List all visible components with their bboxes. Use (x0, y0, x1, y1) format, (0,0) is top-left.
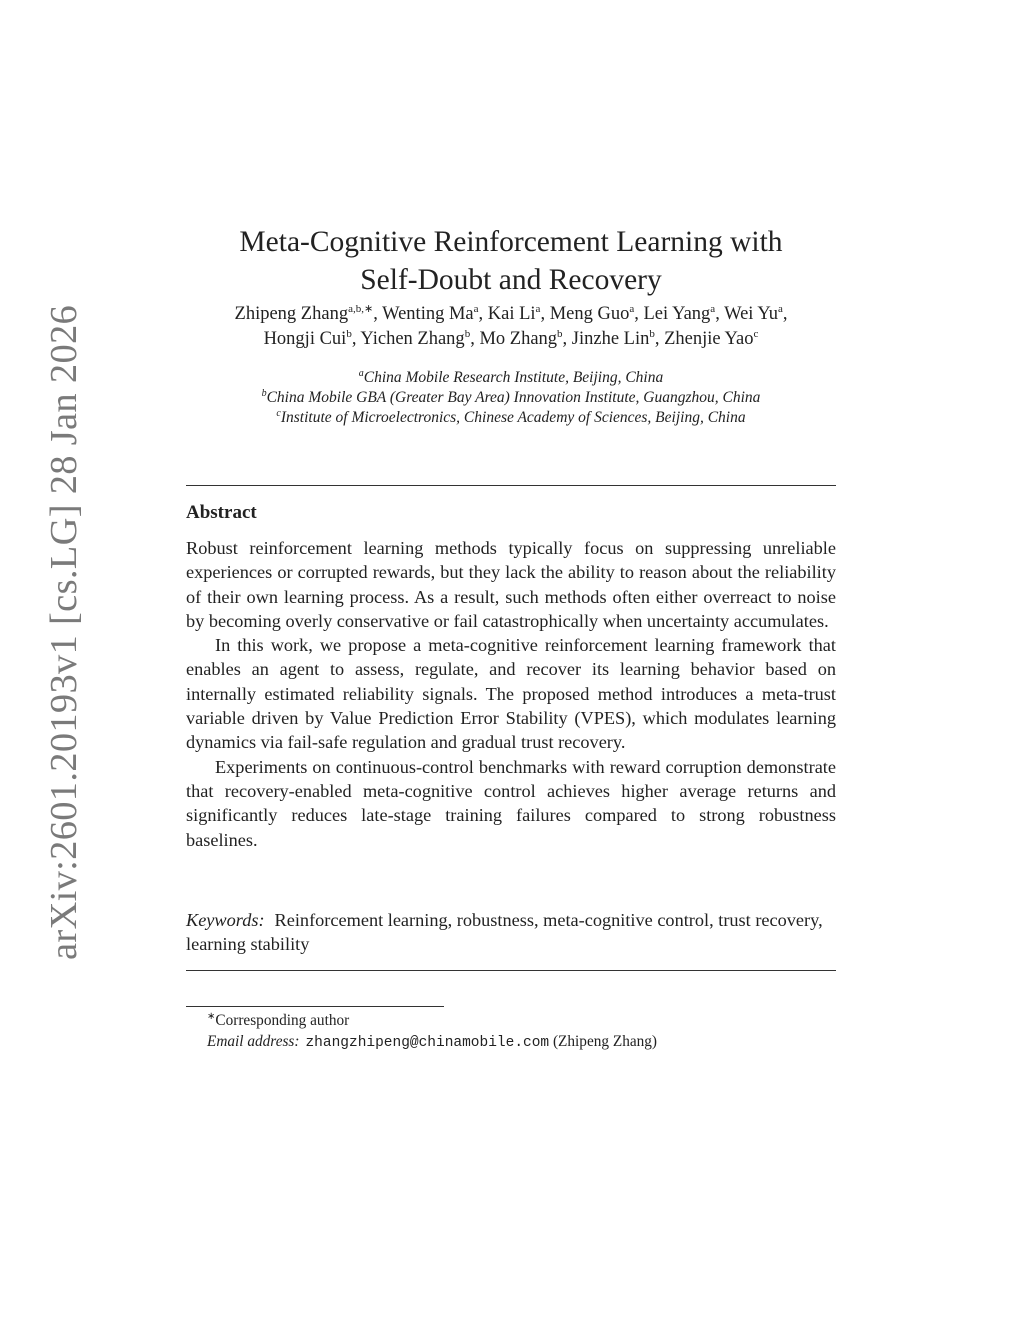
abstract-bottom-rule (186, 970, 836, 971)
affiliation: $^b$China Mobile GBA (Greater Bay Area) Innovation Institute, Guangzhou, China (261, 388, 761, 406)
author: Yichen Zhang$^b$, (360, 328, 480, 349)
author: Kai Li$^a$, (487, 303, 550, 324)
keywords-text: Reinforcement learning, robustness, meta-cognitive control, trust recovery, learning stability (186, 910, 823, 955)
author: Zhenjie Yao$^c$ (664, 328, 759, 349)
arxiv-stamp: arXiv:2601.20193v1 [cs.LG] 28 Jan 2026 (43, 304, 85, 960)
footnotes (207, 1011, 657, 1053)
title-line-2: Self-Doubt and Recovery (360, 263, 662, 296)
author: Lei Yang$^a$, (643, 303, 725, 324)
affiliation: $^c$Institute of Microelectronics, Chinese Academy of Sciences, Beijing, China (276, 408, 746, 426)
title-line-1: Meta-Cognitive Reinforcement Learning with (239, 225, 783, 258)
author: Hongji Cui$^b$, (263, 328, 361, 349)
author-line-1 (176, 302, 846, 327)
author: Meng Guo$^a$, (549, 303, 644, 324)
author: Wenting Ma$^a$, (382, 303, 488, 324)
email-note (207, 1032, 657, 1054)
corresponding-author-note: ∗Corresponding author (207, 1011, 350, 1029)
author: Jinzhe Lin$^b$, (571, 328, 665, 349)
abstract-heading: Abstract (186, 502, 257, 523)
abstract-top-rule (186, 485, 836, 486)
email-owner: (Zhipeng Zhang) (552, 1032, 658, 1050)
abstract-body (186, 536, 836, 852)
keywords-label: Keywords: (186, 910, 265, 930)
affiliation-list (176, 368, 846, 428)
abstract-paragraph: Robust reinforcement learning methods typically focus on suppressing unreliable experiences or corrupted rewards, but they lack the ability to reason about the reliability of their own learning process. As a result, such methods often either overreact to noise by becoming overly conservative or fail catastrophically when uncertainty accumulates. (186, 538, 836, 631)
abstract-paragraph: Experiments on continuous-control benchmarks with reward corruption demonstrate that recovery-enabled meta-cognitive control achieves higher average returns and significantly reduces late-stage training failures compared to strong robustness baselines. (186, 756, 836, 850)
email-address[interactable]: zhangzhipeng@chinamobile.com (305, 1034, 550, 1051)
author-list (176, 302, 846, 352)
paper-title (186, 223, 836, 299)
abstract-paragraph: In this work, we propose a meta-cognitive reinforcement learning framework that enables an agent to assess, regulate, and recover its learning behavior based on internally estimated reliability signals. The proposed method introduces a meta-trust variable driven by Value Prediction Error Stability (VPES), which modulates learning dynamics via fail-safe regulation and gradual trust recovery. (186, 635, 836, 753)
email-label: Email address: (207, 1032, 300, 1050)
footnote-rule (186, 1006, 444, 1007)
author-line-2 (176, 327, 846, 352)
affiliation: $^a$China Mobile Research Institute, Beijing, China (358, 368, 664, 386)
author: Zhipeng Zhang$^{a,b,∗}$, (234, 303, 383, 324)
keywords (186, 908, 836, 957)
author: Wei Yu$^a$, (724, 303, 788, 324)
author: Mo Zhang$^b$, (479, 328, 572, 349)
